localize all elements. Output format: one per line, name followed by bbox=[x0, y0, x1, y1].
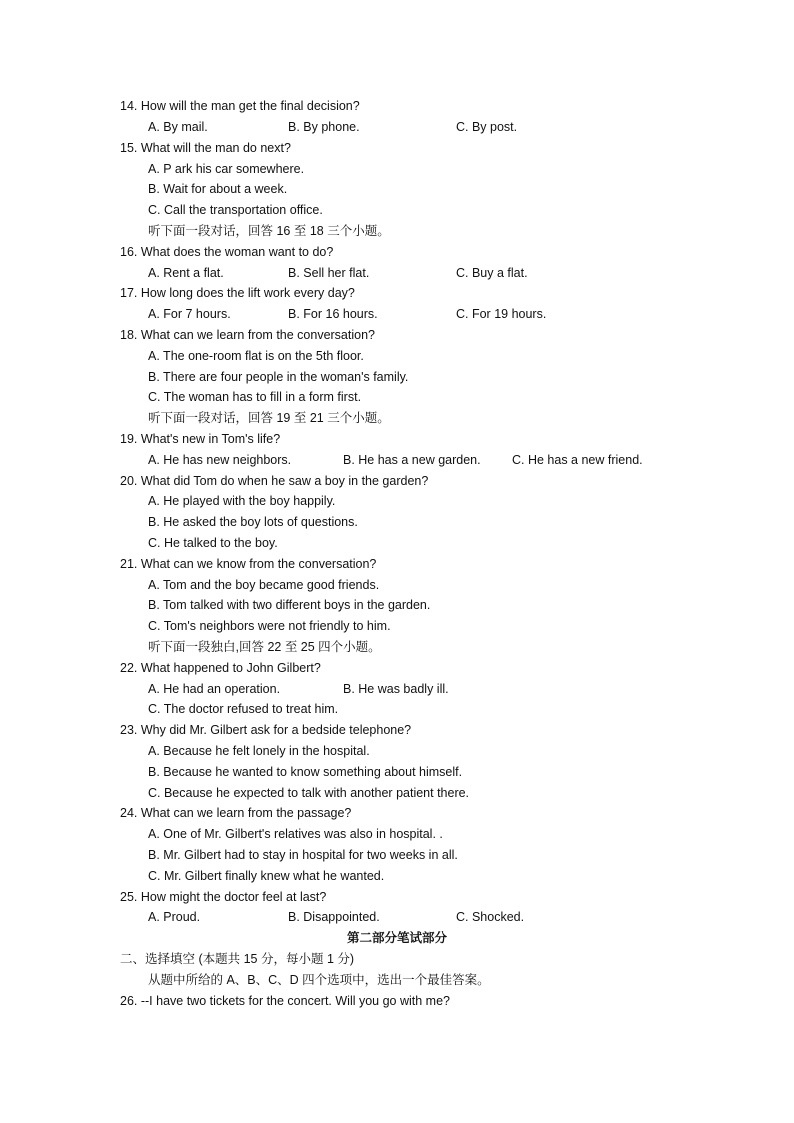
q22-option-a: A. He had an operation. bbox=[148, 682, 281, 696]
q25-option-a: A. Proud. bbox=[148, 910, 201, 924]
question-15: 15. What will the man do next? bbox=[120, 141, 291, 155]
question-24: 24. What can we learn from the passage? bbox=[120, 806, 352, 820]
q17-option-b: B. For 16 hours. bbox=[288, 307, 378, 321]
q25-option-c: C. Shocked. bbox=[456, 910, 525, 924]
instruction-19-21: 听下面一段对话，回答 19 至 21 三个小题。 bbox=[148, 411, 390, 425]
q25-option-b: B. Disappointed. bbox=[288, 910, 380, 924]
q19-option-a: A. He has new neighbors. bbox=[148, 453, 292, 467]
q18-option-c: C. The woman has to fill in a form first. bbox=[148, 390, 362, 404]
question-21: 21. What can we know from the conversation? bbox=[120, 557, 377, 571]
question-19: 19. What's new in Tom's life? bbox=[120, 432, 281, 446]
q15-option-b: B. Wait for about a week. bbox=[148, 182, 288, 196]
section-instruction: 从题中所给的 A、B、C、D 四个选项中，选出一个最佳答案。 bbox=[148, 973, 490, 987]
q14-option-a: A. By mail. bbox=[148, 120, 208, 134]
q15-option-a: A. P ark his car somewhere. bbox=[148, 162, 305, 176]
question-22: 22. What happened to John Gilbert? bbox=[120, 661, 321, 675]
q19-option-b: B. He has a new garden. bbox=[343, 453, 481, 467]
question-18: 18. What can we learn from the conversation? bbox=[120, 328, 375, 342]
q14-option-b: B. By phone. bbox=[288, 120, 360, 134]
question-23: 23. Why did Mr. Gilbert ask for a bedside telephone? bbox=[120, 723, 412, 737]
instruction-22-25: 听下面一段独白,回答 22 至 25 四个小题。 bbox=[148, 640, 381, 654]
q17-option-a: A. For 7 hours. bbox=[148, 307, 231, 321]
q16-option-c: C. Buy a flat. bbox=[456, 266, 528, 280]
q24-option-c: C. Mr. Gilbert finally knew what he wanted. bbox=[148, 869, 385, 883]
q20-option-a: A. He played with the boy happily. bbox=[148, 494, 336, 508]
q19-option-c: C. He has a new friend. bbox=[512, 453, 643, 467]
q24-option-a: A. One of Mr. Gilbert's relatives was also in hospital. . bbox=[148, 827, 443, 841]
q18-option-b: B. There are four people in the woman's family. bbox=[148, 370, 409, 384]
question-25: 25. How might the doctor feel at last? bbox=[120, 890, 327, 904]
instruction-16-18: 听下面一段对话，回答 16 至 18 三个小题。 bbox=[148, 224, 390, 238]
part2-title: 第二部分笔试部分 bbox=[346, 931, 447, 945]
q14-option-c: C. By post. bbox=[456, 120, 518, 134]
q23-option-c: C. Because he expected to talk with another patient there. bbox=[148, 786, 470, 800]
q15-option-c: C. Call the transportation office. bbox=[148, 203, 323, 217]
q16-option-a: A. Rent a flat. bbox=[148, 266, 224, 280]
q21-option-a: A. Tom and the boy became good friends. bbox=[148, 578, 380, 592]
q21-option-c: C. Tom's neighbors were not friendly to him. bbox=[148, 619, 391, 633]
q16-option-b: B. Sell her flat. bbox=[288, 266, 370, 280]
q22-option-b: B. He was badly ill. bbox=[343, 682, 449, 696]
q20-option-b: B. He asked the boy lots of questions. bbox=[148, 515, 358, 529]
q23-option-b: B. Because he wanted to know something about himself. bbox=[148, 765, 463, 779]
q22-option-c: C. The doctor refused to treat him. bbox=[148, 702, 339, 716]
q17-option-c: C. For 19 hours. bbox=[456, 307, 547, 321]
question-14: 14. How will the man get the final decision? bbox=[120, 99, 360, 113]
question-20: 20. What did Tom do when he saw a boy in the garden? bbox=[120, 474, 429, 488]
q20-option-c: C. He talked to the boy. bbox=[148, 536, 278, 550]
question-16: 16. What does the woman want to do? bbox=[120, 245, 334, 259]
q23-option-a: A. Because he felt lonely in the hospital. bbox=[148, 744, 370, 758]
q24-option-b: B. Mr. Gilbert had to stay in hospital for two weeks in all. bbox=[148, 848, 458, 862]
q21-option-b: B. Tom talked with two different boys in the garden. bbox=[148, 598, 431, 612]
section-heading: 二、选择填空 (本题共 15 分，每小题 1 分) bbox=[120, 952, 355, 966]
q18-option-a: A. The one-room flat is on the 5th floor. bbox=[148, 349, 364, 363]
question-17: 17. How long does the lift work every day? bbox=[120, 286, 355, 300]
question-26: 26. --I have two tickets for the concert. Will you go with me? bbox=[120, 994, 450, 1008]
